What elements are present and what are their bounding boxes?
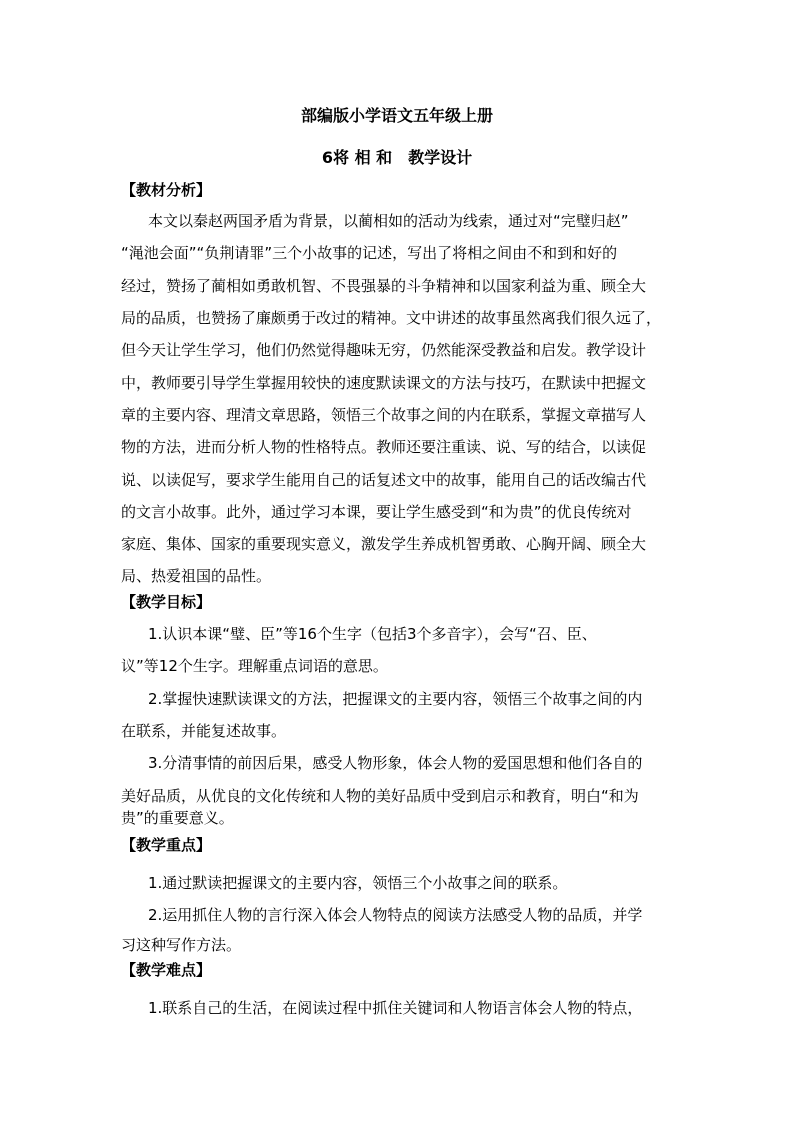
section-heading-textbook-analysis: 【教材分析】 [121, 181, 212, 199]
paragraph-line: 本文以秦赵两国矛盾为背景，以蔺相如的活动为线索，通过对“完璧归赵” [148, 212, 629, 230]
paragraph-line: 局的品质，也赞扬了廉颇勇于改过的精神。文中讲述的故事虽然离我们很久远了， [121, 309, 662, 327]
paragraph-line: 议”等12个生字。理解重点词语的意思。 [121, 657, 388, 675]
paragraph-line: 章的主要内容、理清文章思路，领悟三个故事之间的内在联系，掌握文章描写人 [121, 406, 647, 424]
paragraph-line: 家庭、集体、国家的重要现实意义，激发学生养成机智勇敢、心胸开阔、顾全大 [121, 535, 647, 553]
document-title: 部编版小学语文五年级上册 [300, 106, 493, 125]
paragraph-line: 3.分清事情的前因后果，感受人物形象，体会人物的爱国思想和他们各自的 [148, 754, 643, 772]
paragraph-line: 在联系，并能复述故事。 [121, 722, 287, 740]
paragraph-line: 习这种写作方法。 [121, 936, 242, 954]
paragraph-line: 中，教师要引导学生掌握用较快的速度默读课文的方法与技巧，在默读中把握文 [121, 374, 647, 392]
paragraph-line: 1.认识本课“璧、臣”等16个生字（包括3个多音字），会写“召、臣、 [148, 625, 597, 643]
paragraph-line: 1.联系自己的生活，在阅读过程中抓住关键词和人物语言体会人物的特点， [148, 999, 643, 1017]
paragraph-line: 2.掌握快速默读课文的方法，把握课文的主要内容，领悟三个故事之间的内 [148, 690, 643, 708]
section-heading-teaching-difficulties: 【教学难点】 [121, 961, 212, 979]
paragraph-line: 2.运用抓住人物的言行深入体会人物特点的阅读方法感受人物的品质，并学 [148, 906, 643, 924]
document-subtitle: 6将 相 和 教学设计 [321, 148, 473, 167]
paragraph-line: 的文言小故事。此外，通过学习本课，要让学生感受到“和为贵”的优良传统对 [121, 503, 632, 521]
paragraph-line: 说、以读促写，要求学生能用自己的话复述文中的故事，能用自己的话改编古代 [121, 471, 647, 489]
paragraph-line: 1.通过默读把握课文的主要内容，领悟三个小故事之间的联系。 [148, 874, 568, 892]
paragraph-line: 美好品质，从优良的文化传统和人物的美好品质中受到启示和教育，明白“和为 [121, 787, 639, 805]
section-heading-teaching-focus: 【教学重点】 [121, 836, 212, 854]
paragraph-line: 贵”的重要意义。 [121, 809, 234, 827]
paragraph-line: “渑池会面”“负荆请罪”三个小故事的记述，写出了将相之间由不和到和好的 [121, 244, 618, 262]
paragraph-line: 但今天让学生学习，他们仍然觉得趣味无穷，仍然能深受教益和启发。教学设计 [121, 341, 647, 359]
paragraph-line: 局、热爱祖国的品性。 [121, 567, 272, 585]
section-heading-teaching-goals: 【教学目标】 [121, 593, 212, 611]
paragraph-line: 经过，赞扬了蔺相如勇敢机智、不畏强暴的斗争精神和以国家利益为重、顾全大 [121, 277, 647, 295]
paragraph-line: 物的方法，进而分析人物的性格特点。教师还要注重读、说、写的结合，以读促 [121, 438, 647, 456]
